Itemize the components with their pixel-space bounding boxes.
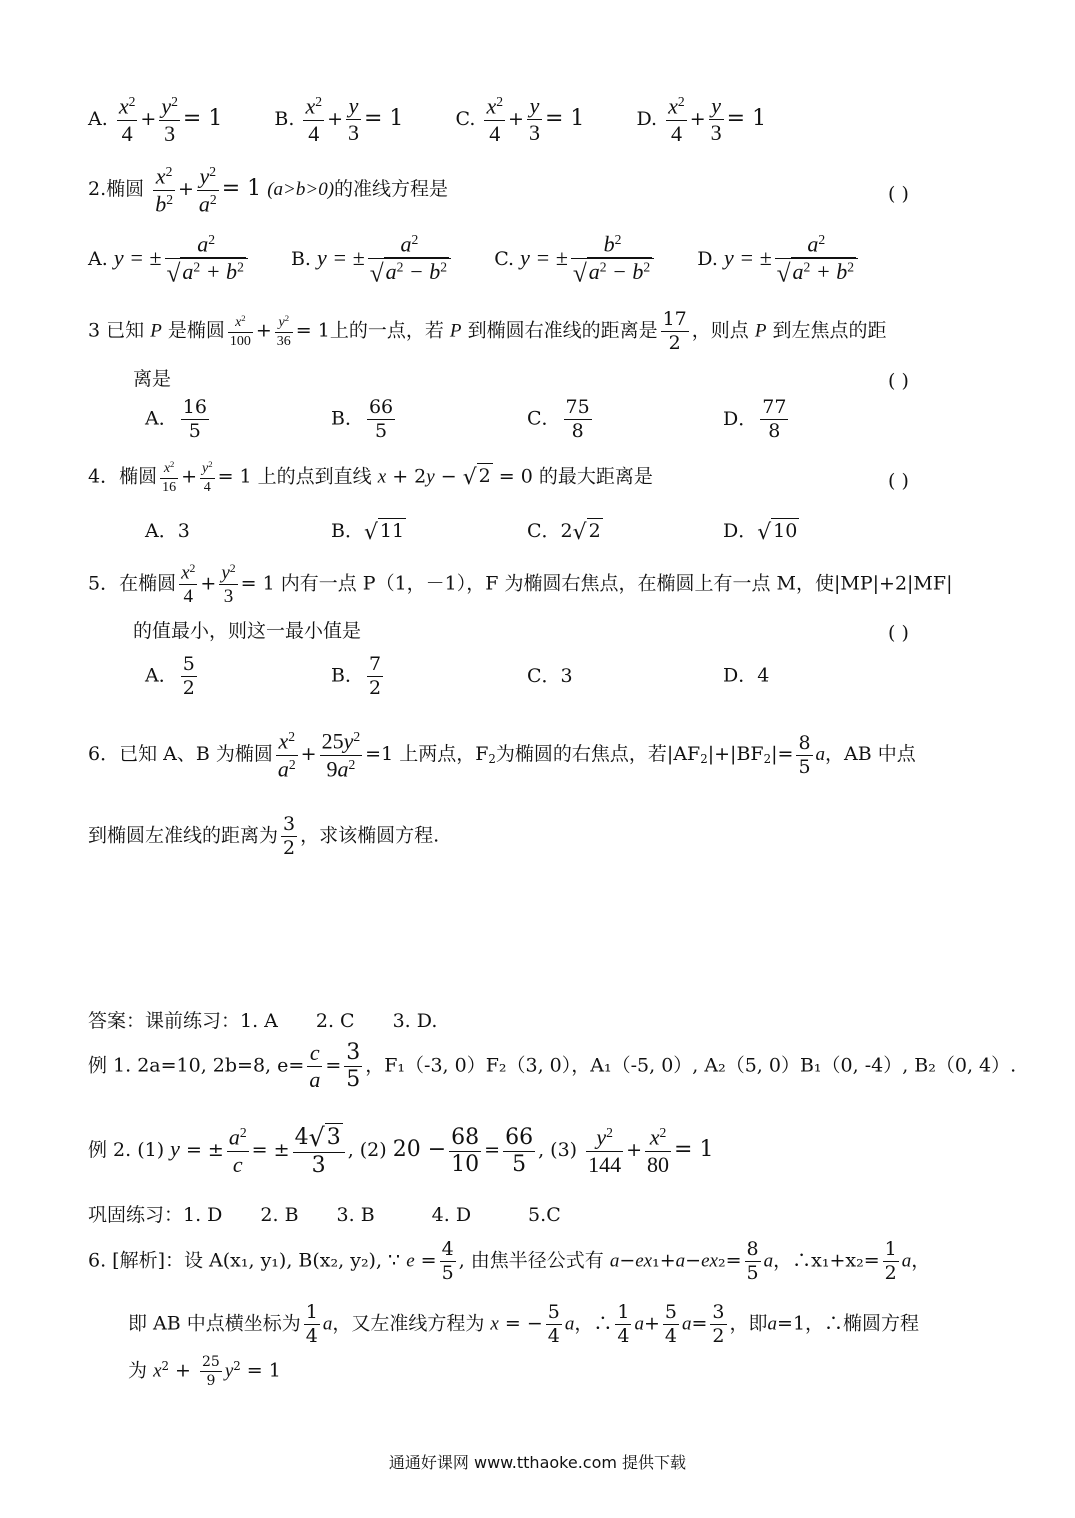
q1-a-frac2: $\frac{y^2}{3}$: [161, 93, 178, 146]
q2-options: [88, 233, 861, 286]
q4-option-d: D．√ 10: [723, 520, 798, 545]
answers-solution6: 6. [解析]：设 A(x₁, y₁), B(x₂, y₂), ∵ e = $\frac{4}{5}$ , 由焦半径公式有 a−ex₁+a−ex₂= $\frac{8}{5}$ a，∴x₁+x₂= $\frac{1}{2}$ a，: [88, 1238, 931, 1284]
q2-option-a: A. y = ± $\frac{a^2}{√a^2 + b^2}$: [88, 248, 251, 270]
q1-option-c: C. $\frac{x^2}{4}$ + $\frac{y}{3}$ = 1: [455, 93, 585, 146]
answers-example1: 例 1. 2a=10, 2b=8, e= $\frac{c}{a}$ = $\frac{3}{5}$ ，F₁（-3, 0）F₂（3, 0），A₁（-5, 0）, A₂（5, 0）B₁（0, -4）, B₂（0, 4）.: [88, 1040, 1017, 1092]
q4-option-b: B．√ 11: [331, 520, 405, 545]
q3-options: [145, 398, 791, 441]
q1-d-frac2: $\frac{y}{3}$: [710, 93, 722, 146]
q1-a-frac1: $\frac{x^2}{4}$: [118, 93, 136, 146]
q4-bracket: ( ): [888, 470, 909, 492]
q2-frac-y: $\frac{y^2}{a^2}$: [198, 163, 217, 216]
q1-c-frac2: $\frac{y}{3}$: [528, 93, 540, 146]
q2-bracket: ( ): [888, 183, 909, 205]
q1-d-frac1: $\frac{x^2}{4}$: [668, 93, 685, 146]
q6-stem: 6．已知 A、B 为椭圆 $\frac{x^2}{a^2}$ + $\frac{25y^2}{9a^2}$ =1 上两点，$F_2$为椭圆的右焦点，若$|AF_2|+|BF_2|=$ $\frac{8}{5}$ a，AB 中点: [88, 728, 916, 781]
q5-option-b: B． $\frac{7}{2}$: [331, 653, 382, 699]
answers-solution6-line2: 即 AB 中点横坐标为 $\frac{1}{4}$ a，又左准线方程为 x = − $\frac{5}{4}$ a，∴ $\frac{1}{4}$ a+ $\frac{5}{4}$ a= $\frac{3}{2}$ ，即a=1，∴椭圆方程: [128, 1301, 920, 1347]
q5-options: [145, 655, 769, 698]
page-footer: 通通好课网 www.tthaoke.com 提供下载: [388, 1453, 687, 1472]
q4-option-a: A．3: [145, 520, 190, 542]
q3-option-d: D． $\frac{77}{8}$: [723, 396, 787, 442]
q1-option-a: A. $\frac{x^2}{4}$ + $\frac{y^2}{3}$ = 1: [88, 93, 223, 146]
q4-option-c: C．2√ 2: [527, 520, 601, 545]
q1-c-frac1: $\frac{x^2}{4}$: [486, 93, 504, 146]
q5-option-c: C．3: [527, 664, 573, 687]
q5-bracket: ( ): [888, 622, 909, 644]
q1-b-frac1: $\frac{x^2}{4}$: [305, 93, 323, 146]
q3-option-c: C． $\frac{75}{8}$: [527, 396, 590, 442]
answers-line1: 答案：课前练习：1. A 2. C 3. D.: [88, 1010, 438, 1032]
q3-option-a: A． $\frac{16}{5}$: [145, 396, 207, 442]
q4-stem: 4．椭圆 $\frac{x^2}{16}$ + $\frac{y^2}{4}$ = 1 上的点到直线 x + 2y − √ 2 = 0 的最大距离是: [88, 459, 653, 495]
q2-option-b: B. y = ± $\frac{a^2}{√a^2 - b^2}$: [291, 248, 454, 270]
q1-b-frac2: $\frac{y}{3}$: [347, 93, 359, 146]
q5-stem-line2: 的值最小，则这一最小值是: [133, 620, 362, 642]
q1-option-b: B. $\frac{x^2}{4}$ + $\frac{y}{3}$ = 1: [274, 93, 404, 146]
q2-option-c: C. y = ± $\frac{b^2}{√a^2 - b^2}$: [494, 248, 657, 270]
q1-option-d: D. $\frac{x^2}{4}$ + $\frac{y}{3}$ = 1: [636, 93, 767, 146]
q2-frac-x: $\frac{x^2}{b^2}$: [155, 163, 173, 216]
q6-stem-line2: 到椭圆左准线的距离为 $\frac{3}{2}$ ，求该椭圆方程.: [88, 813, 440, 859]
q3-bracket: ( ): [888, 370, 909, 392]
q5-stem: 5．在椭圆 $\frac{x^2}{4}$ + $\frac{y^2}{3}$ = 1 内有一点 P（1，－1），F 为椭圆右焦点，在椭圆上有一点 M，使|MP|+2|MF|: [88, 562, 953, 608]
q2-stem: 2.椭圆 $\frac{x^2}{b^2}$ + $\frac{y^2}{a^2}$ = 1 (a>b>0)的准线方程是: [88, 163, 449, 216]
q3-option-b: B． $\frac{66}{5}$: [331, 396, 394, 442]
q5-option-a: A． $\frac{5}{2}$: [145, 653, 195, 699]
answers-example2: 例 2. (1) y = ± $\frac{a^2}{c}$ = ± $\frac{4√3}{3}$ , (2) 20 − $\frac{68}{10}$ = $\frac{66}{5}$ , (3) $\frac{y^2}{144}$ + $\frac{x^2}{80}$ = 1: [88, 1123, 714, 1179]
q5-option-d: D．4: [723, 664, 770, 687]
q1-options: [88, 95, 766, 145]
q3-stem-line2: 离是: [133, 368, 172, 390]
answers-solution6-line3: 为 $x^2$ + $\frac{25}{9}$ $y^2 = 1$: [128, 1354, 281, 1389]
q2-option-d: D. y = ± $\frac{a^2}{√a^2 + b^2}$: [697, 248, 861, 270]
q3-stem: 3 已知 P 是椭圆 $\frac{x^2}{100}$ + $\frac{y^2}{36}$ = 1上的一点，若 P 到椭圆右准线的距离是 $\frac{17}{2}$ ，则点 P 到左焦点的距: [88, 308, 887, 354]
q4-options: [145, 522, 799, 544]
answers-consolidate: 巩固练习：1. D 2. B 3. B 4. D 5.C: [88, 1204, 561, 1226]
